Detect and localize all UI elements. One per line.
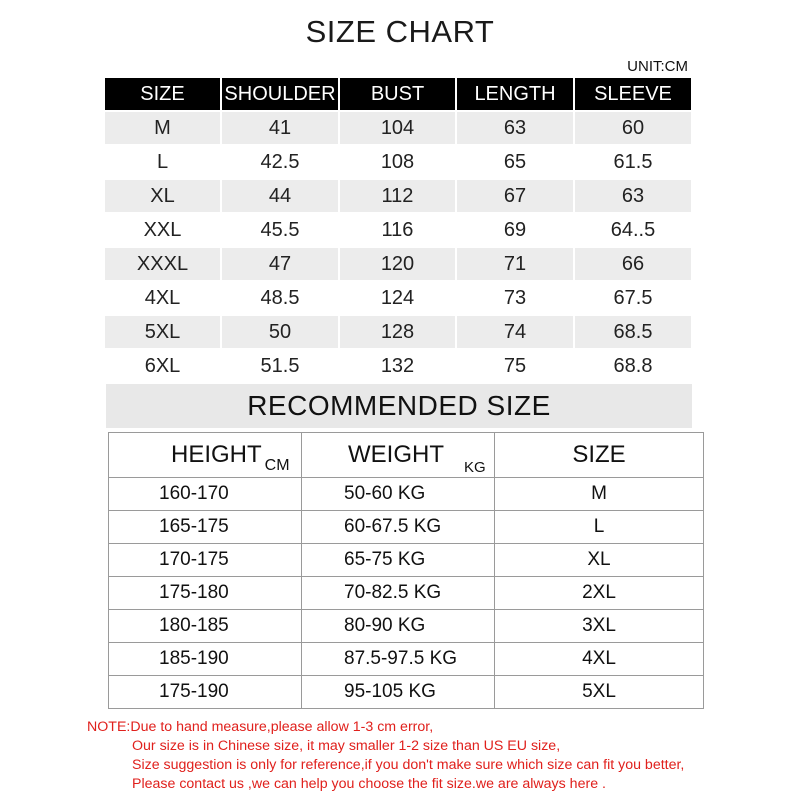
cell-size: 4XL bbox=[144, 286, 181, 309]
cell-bust: 116 bbox=[381, 218, 414, 241]
cell-size: 2XL bbox=[495, 577, 704, 610]
cell-length: 69 bbox=[503, 218, 527, 241]
cell-shoulder: 42.5 bbox=[260, 150, 300, 173]
size-chart-header-row bbox=[104, 77, 694, 111]
table-row bbox=[104, 179, 694, 213]
cell-bust: 128 bbox=[340, 316, 455, 348]
table-row bbox=[104, 349, 694, 383]
note-line-4: Please contact us ,we can help you choose the fit size.we are always here . bbox=[132, 776, 606, 792]
cell-size: XXL bbox=[143, 218, 182, 241]
size-chart-title: SIZE CHART bbox=[305, 14, 495, 49]
header-weight bbox=[302, 433, 495, 478]
table-row bbox=[109, 511, 704, 544]
cell-shoulder: 41 bbox=[222, 112, 338, 144]
cell-sleeve: 68.5 bbox=[575, 316, 691, 348]
table-row bbox=[104, 247, 694, 281]
header-length: LENGTH bbox=[457, 78, 573, 110]
cell-size: 6XL bbox=[144, 354, 181, 377]
cell-size: L bbox=[495, 511, 704, 544]
cell-weight: 65-75 KG bbox=[302, 544, 495, 577]
cell-bust: 104 bbox=[340, 112, 455, 144]
recommended-header-row bbox=[109, 433, 704, 478]
table-row bbox=[104, 111, 694, 145]
header-shoulder: SHOULDER bbox=[222, 78, 338, 110]
cell-shoulder: 44 bbox=[222, 180, 338, 212]
cell-sleeve: 64..5 bbox=[610, 218, 656, 241]
header-size: SIZE bbox=[495, 433, 704, 478]
header-height-unit: CM bbox=[264, 457, 290, 474]
header-bust: BUST bbox=[340, 78, 455, 110]
cell-size: XXXL bbox=[105, 248, 220, 280]
cell-length: 73 bbox=[503, 286, 527, 309]
cell-size: 5XL bbox=[105, 316, 220, 348]
note-text bbox=[87, 718, 797, 794]
cell-size: XL bbox=[105, 180, 220, 212]
table-row bbox=[104, 145, 694, 179]
cell-bust: 120 bbox=[340, 248, 455, 280]
cell-height: 175-180 bbox=[109, 577, 302, 610]
cell-bust: 112 bbox=[340, 180, 455, 212]
cell-sleeve: 68.8 bbox=[613, 354, 653, 377]
cell-shoulder: 45.5 bbox=[260, 218, 300, 241]
table-row bbox=[109, 610, 704, 643]
cell-shoulder: 50 bbox=[222, 316, 338, 348]
table-row bbox=[109, 544, 704, 577]
table-row bbox=[109, 478, 704, 511]
table-row bbox=[109, 577, 704, 610]
header-weight-label: WEIGHT bbox=[348, 441, 444, 468]
cell-shoulder: 51.5 bbox=[260, 354, 300, 377]
cell-weight: 60-67.5 KG bbox=[302, 511, 495, 544]
cell-sleeve: 66 bbox=[575, 248, 691, 280]
recommended-size-title: RECOMMENDED SIZE bbox=[106, 384, 692, 428]
cell-size: 3XL bbox=[495, 610, 704, 643]
cell-sleeve: 60 bbox=[575, 112, 691, 144]
cell-weight: 87.5-97.5 KG bbox=[302, 643, 495, 676]
recommended-size-table bbox=[108, 432, 704, 709]
cell-size: XL bbox=[495, 544, 704, 577]
cell-shoulder: 48.5 bbox=[260, 286, 300, 309]
header-height-label: HEIGHT bbox=[171, 441, 262, 468]
cell-size: M bbox=[105, 112, 220, 144]
table-row bbox=[109, 676, 704, 709]
cell-bust: 124 bbox=[380, 286, 415, 309]
table-row bbox=[104, 213, 694, 247]
cell-weight: 70-82.5 KG bbox=[302, 577, 495, 610]
table-row bbox=[109, 643, 704, 676]
cell-shoulder: 47 bbox=[222, 248, 338, 280]
cell-length: 71 bbox=[457, 248, 573, 280]
cell-sleeve: 67.5 bbox=[613, 286, 653, 309]
cell-size: 5XL bbox=[495, 676, 704, 709]
note-line-2: Our size is in Chinese size, it may smaller 1-2 size than US EU size, bbox=[132, 738, 561, 754]
header-size: SIZE bbox=[105, 78, 220, 110]
table-row bbox=[104, 315, 694, 349]
cell-length: 67 bbox=[457, 180, 573, 212]
cell-length: 75 bbox=[503, 354, 527, 377]
cell-bust: 108 bbox=[380, 150, 415, 173]
cell-bust: 132 bbox=[380, 354, 415, 377]
cell-size: 4XL bbox=[495, 643, 704, 676]
cell-height: 165-175 bbox=[109, 511, 302, 544]
unit-label: UNIT:CM bbox=[627, 58, 688, 75]
header-sleeve: SLEEVE bbox=[575, 78, 691, 110]
cell-height: 160-170 bbox=[109, 478, 302, 511]
cell-weight: 95-105 KG bbox=[302, 676, 495, 709]
cell-sleeve: 61.5 bbox=[613, 150, 653, 173]
cell-height: 180-185 bbox=[109, 610, 302, 643]
cell-length: 63 bbox=[457, 112, 573, 144]
cell-weight: 50-60 KG bbox=[302, 478, 495, 511]
table-row bbox=[104, 281, 694, 315]
cell-length: 65 bbox=[503, 150, 527, 173]
cell-height: 185-190 bbox=[109, 643, 302, 676]
cell-height: 170-175 bbox=[109, 544, 302, 577]
size-chart-table bbox=[104, 77, 694, 383]
cell-height: 175-190 bbox=[109, 676, 302, 709]
cell-sleeve: 63 bbox=[575, 180, 691, 212]
header-height bbox=[109, 433, 302, 478]
cell-length: 74 bbox=[457, 316, 573, 348]
cell-size: L bbox=[156, 150, 169, 173]
cell-size: M bbox=[495, 478, 704, 511]
note-line-3: Size suggestion is only for reference,if you don't make sure which size can fit you better, bbox=[132, 757, 685, 773]
note-line-1: NOTE:Due to hand measure,please allow 1-3 cm error, bbox=[87, 719, 434, 735]
cell-weight: 80-90 KG bbox=[302, 610, 495, 643]
header-weight-unit: KG bbox=[464, 459, 486, 476]
